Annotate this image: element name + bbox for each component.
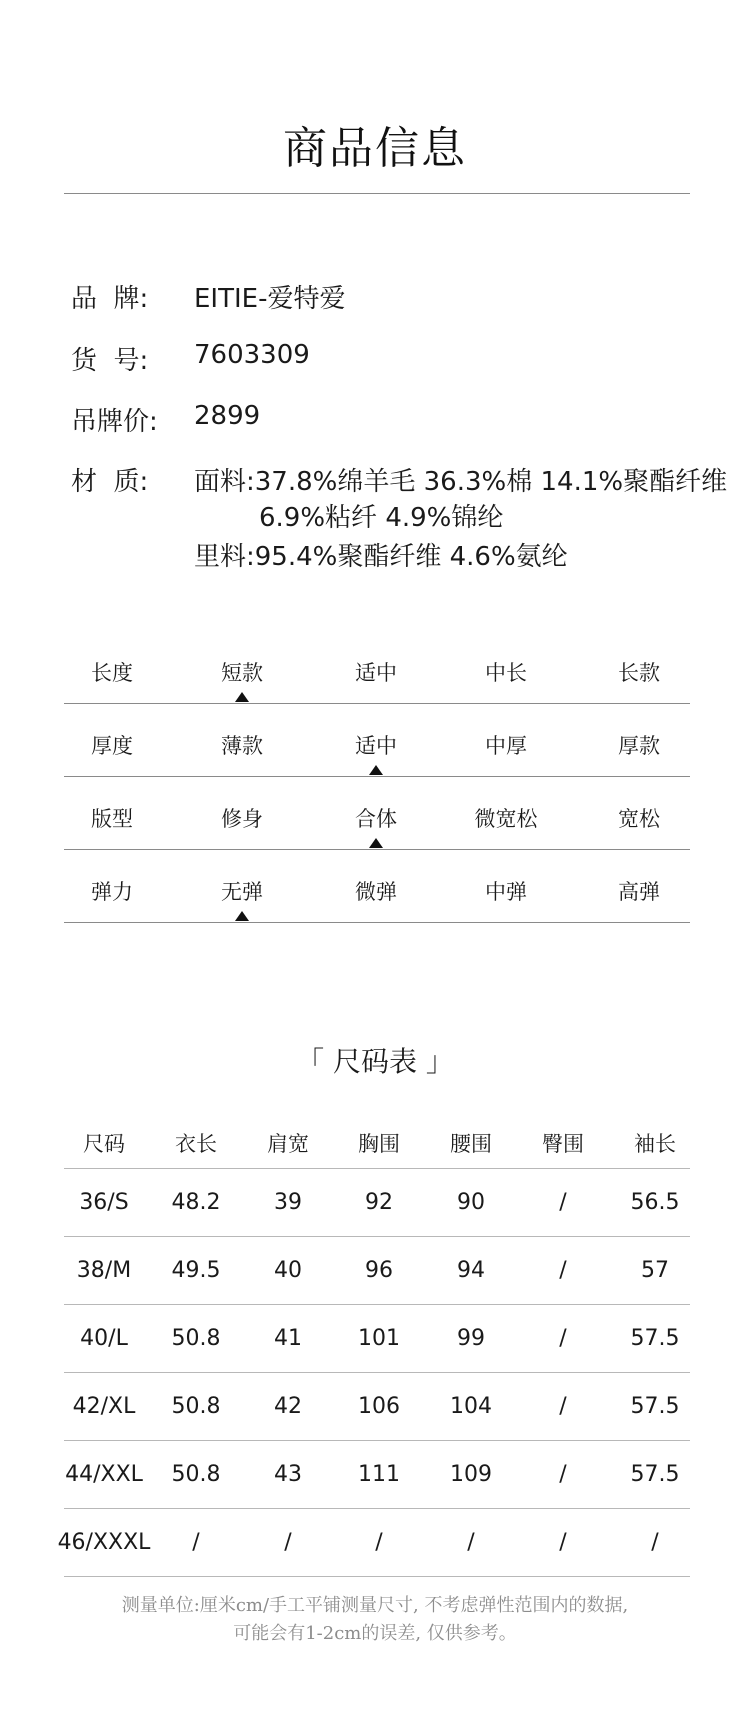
size-cell: / (192, 1530, 200, 1555)
size-cell: / (559, 1326, 567, 1351)
attribute-row (64, 703, 690, 777)
size-cell: 38/M (76, 1258, 132, 1283)
table-row (64, 1237, 690, 1305)
attribute-option: 合体 (355, 807, 397, 831)
size-table-header (64, 1108, 690, 1169)
attribute-option: 中厚 (485, 734, 527, 758)
size-cell: 44/XXL (65, 1462, 143, 1487)
attribute-option: 薄款 (221, 734, 263, 758)
size-cell: 104 (450, 1394, 492, 1419)
size-cell: 99 (457, 1326, 485, 1351)
size-header-cell: 袖长 (634, 1132, 676, 1156)
size-cell: 50.8 (171, 1462, 221, 1487)
attribute-name: 版型 (91, 807, 133, 831)
selected-marker-icon (235, 911, 249, 921)
size-cell: 49.5 (171, 1258, 221, 1283)
size-cell: 92 (365, 1190, 393, 1215)
size-cell: 42 (274, 1394, 302, 1419)
table-row (64, 1169, 690, 1237)
size-table-title: 「 尺码表 」 (296, 1045, 454, 1078)
attribute-option: 宽松 (618, 807, 660, 831)
size-cell: / (559, 1394, 567, 1419)
size-cell: 43 (274, 1462, 302, 1487)
attribute-option: 长款 (618, 661, 660, 685)
size-cell: / (559, 1530, 567, 1555)
brand-value: EITIE-爱特爱 (194, 284, 346, 314)
attribute-option: 中长 (485, 661, 527, 685)
size-header-cell: 尺码 (83, 1132, 125, 1156)
size-header-cell: 臀围 (542, 1132, 584, 1156)
size-cell: 109 (450, 1462, 492, 1487)
material-line-2: 6.9%粘纤 4.9%锦纶 (259, 503, 504, 533)
size-cell: 40 (274, 1258, 302, 1283)
size-cell: 46/XXXL (57, 1530, 151, 1555)
size-cell: 94 (457, 1258, 485, 1283)
attribute-row (64, 630, 690, 704)
size-cell: 48.2 (171, 1190, 221, 1215)
size-cell: / (559, 1258, 567, 1283)
size-table (57, 1108, 690, 1577)
measurement-note (0, 1592, 750, 1648)
note-line-2: 可能会有1-2cm的误差, 仅供参考。 (233, 1623, 517, 1644)
table-row (64, 1305, 690, 1373)
sku-value: 7603309 (194, 340, 310, 370)
note-line-1: 测量单位:厘米cm/手工平铺测量尺寸, 不考虑弹性范围内的数据, (121, 1595, 629, 1616)
attribute-option: 修身 (221, 807, 263, 831)
size-cell: 56.5 (630, 1190, 680, 1215)
attribute-option: 厚款 (618, 734, 660, 758)
table-row (57, 1509, 690, 1577)
size-cell: / (651, 1530, 659, 1555)
attribute-option: 短款 (221, 661, 263, 685)
size-cell: 50.8 (171, 1394, 221, 1419)
size-header-cell: 衣长 (175, 1132, 217, 1156)
page-title: 商品信息 (283, 123, 467, 174)
attribute-option: 适中 (355, 734, 397, 758)
attribute-name: 弹力 (91, 880, 133, 904)
size-cell: 96 (365, 1258, 393, 1283)
selected-marker-icon (369, 838, 383, 848)
size-cell: 57.5 (630, 1394, 680, 1419)
table-row (64, 1373, 690, 1441)
selected-marker-icon (235, 692, 249, 702)
brand-label: 品 牌: (71, 284, 149, 314)
price-label: 吊牌价: (71, 407, 158, 437)
size-cell: 42/XL (72, 1394, 136, 1419)
size-cell: / (467, 1530, 475, 1555)
attribute-name: 厚度 (91, 734, 133, 758)
size-cell: 101 (358, 1326, 400, 1351)
size-cell: 39 (274, 1190, 302, 1215)
attribute-row (64, 849, 690, 923)
size-cell: 36/S (79, 1190, 129, 1215)
material-line-1: 面料:37.8%绵羊毛 36.3%棉 14.1%聚酯纤维 (194, 467, 728, 497)
size-cell: 57 (641, 1258, 669, 1283)
size-cell: 90 (457, 1190, 485, 1215)
table-row (64, 1441, 690, 1509)
size-cell: / (284, 1530, 292, 1555)
size-cell: / (559, 1190, 567, 1215)
attribute-option: 适中 (355, 661, 397, 685)
title-divider (64, 193, 690, 194)
selected-marker-icon (369, 765, 383, 775)
size-cell: / (375, 1530, 383, 1555)
size-cell: 50.8 (171, 1326, 221, 1351)
size-cell: 57.5 (630, 1462, 680, 1487)
size-cell: / (559, 1462, 567, 1487)
attribute-option: 微弹 (355, 880, 397, 904)
size-cell: 111 (358, 1462, 400, 1487)
attribute-name: 长度 (91, 661, 133, 685)
attribute-option: 微宽松 (474, 807, 538, 831)
attribute-option: 中弹 (485, 880, 527, 904)
material-label: 材 质: (71, 467, 149, 497)
sku-label: 货 号: (71, 346, 149, 376)
attribute-option: 高弹 (618, 880, 660, 904)
size-cell: 41 (274, 1326, 302, 1351)
attribute-option: 无弹 (221, 880, 263, 904)
size-cell: 57.5 (630, 1326, 680, 1351)
price-value: 2899 (194, 401, 261, 431)
size-cell: 106 (358, 1394, 400, 1419)
size-cell: 40/L (80, 1326, 128, 1351)
attribute-row (64, 776, 690, 850)
size-header-cell: 腰围 (450, 1132, 492, 1156)
size-header-cell: 肩宽 (267, 1132, 309, 1156)
material-line-3: 里料:95.4%聚酯纤维 4.6%氨纶 (194, 542, 568, 572)
size-header-cell: 胸围 (358, 1132, 400, 1156)
